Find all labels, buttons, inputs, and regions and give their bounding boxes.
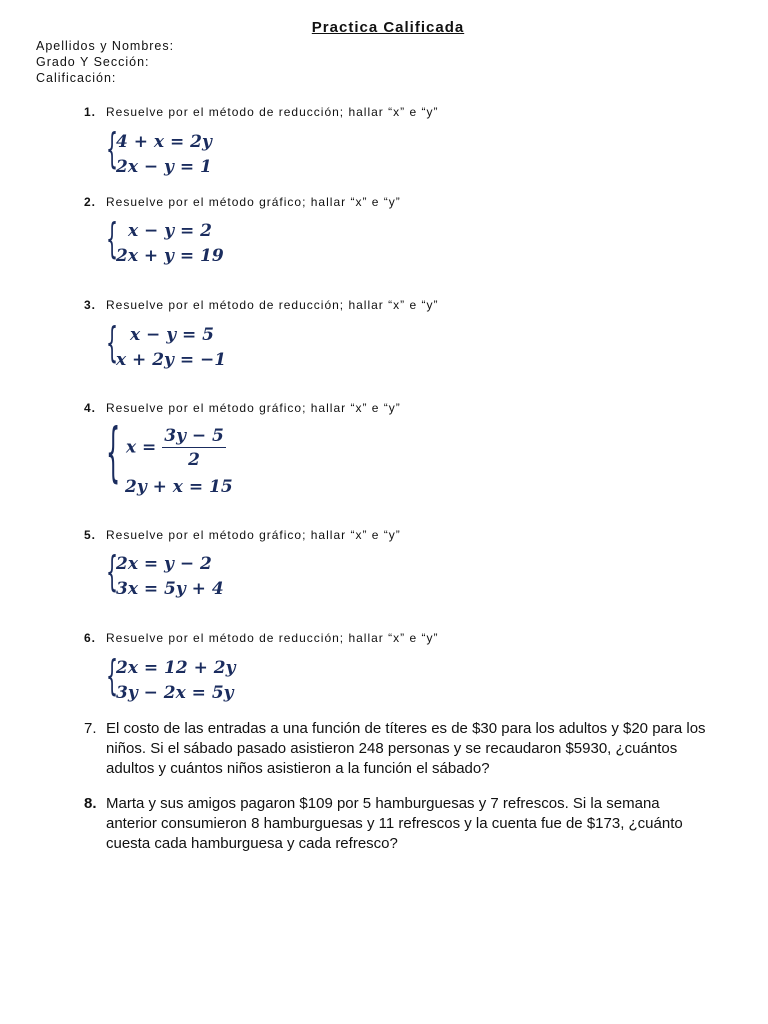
problem-text: Marta y sus amigos pagaron $109 por 5 hamburguesas y 7 refrescos. Si la semana anterior consumieron 8 hamburguesas y 11 refrescos y la cuenta fue de $173, ¿cuánto cuesta cada hamburguesa y cada refresco? [106,795,683,852]
score-field-label: Calificación: [36,71,117,85]
equation: x − y = 5 [130,325,215,345]
problem-3-instruction [84,298,438,312]
problem-number: 8. [84,795,97,812]
problem-number: 2. [84,195,97,209]
equation: 2x + y = 19 [116,246,224,266]
word-problem-7 [84,719,704,781]
fraction-equation [126,426,226,470]
brace-icon: { [106,651,119,700]
equation: 2x = y − 2 [116,554,212,574]
problem-text: Resuelve por el método de reducción; hallar “x” e “y” [106,105,439,119]
equation: x + 2y = −1 [116,350,227,370]
problem-2-instruction [84,195,401,209]
grade-field-label: Grado Y Sección: [36,55,150,69]
problem-number: 5. [84,528,97,542]
fraction-denominator: 2 [188,450,200,470]
problem-text: El costo de las entradas a una función de títeres es de $30 para los adultos y $20 para los niños. Si el sábado pasado asistieron 248 personas y se recaudaron $5930, ¿cuántos adultos y cuántos niños asistieron a la función el sábado? [106,720,706,777]
brace-icon: { [106,318,119,367]
equation-left: x = [126,437,157,458]
equation: 4 + x = 2y [116,132,212,152]
problem-4-instruction [84,401,401,415]
equation-system-2 [106,214,306,272]
problem-number: 6. [84,631,97,645]
equation-system-3 [106,318,306,376]
equation-system-5 [106,547,306,605]
problem-text: Resuelve por el método de reducción; hallar “x” e “y” [106,631,439,645]
equation-system-1 [106,124,306,182]
brace-icon: { [106,124,119,173]
problem-text: Resuelve por el método gráfico; hallar “x” e “y” [106,528,401,542]
name-field-label: Apellidos y Nombres: [36,39,175,53]
equation: 3x = 5y + 4 [116,579,224,599]
problem-6-instruction [84,631,438,645]
word-problem-8 [84,794,704,856]
brace-icon: { [106,547,119,596]
problem-number: 7. [84,720,97,737]
equation: x − y = 2 [128,221,213,241]
fraction-numerator: 3y − 5 [164,426,224,446]
problem-text: Resuelve por el método de reducción; hallar “x” e “y” [106,298,439,312]
equation: 2y + x = 15 [125,477,233,497]
equation: 2x = 12 + 2y [116,658,236,678]
problem-number: 3. [84,298,97,312]
equation-system-4 [106,416,326,502]
brace-icon: { [106,214,119,263]
problem-text: Resuelve por el método gráfico; hallar “x” e “y” [106,401,401,415]
equation-system-6 [106,651,306,709]
problem-number: 1. [84,105,97,119]
brace-icon: { [106,416,121,490]
problem-text: Resuelve por el método gráfico; hallar “x” e “y” [106,195,401,209]
equation: 3y − 2x = 5y [116,683,234,703]
problem-1-instruction [84,105,438,119]
problem-5-instruction [84,528,401,542]
fraction [162,426,226,470]
page-title: Practica Calificada [311,19,465,36]
problem-number: 4. [84,401,97,415]
equation: 2x − y = 1 [116,157,212,177]
